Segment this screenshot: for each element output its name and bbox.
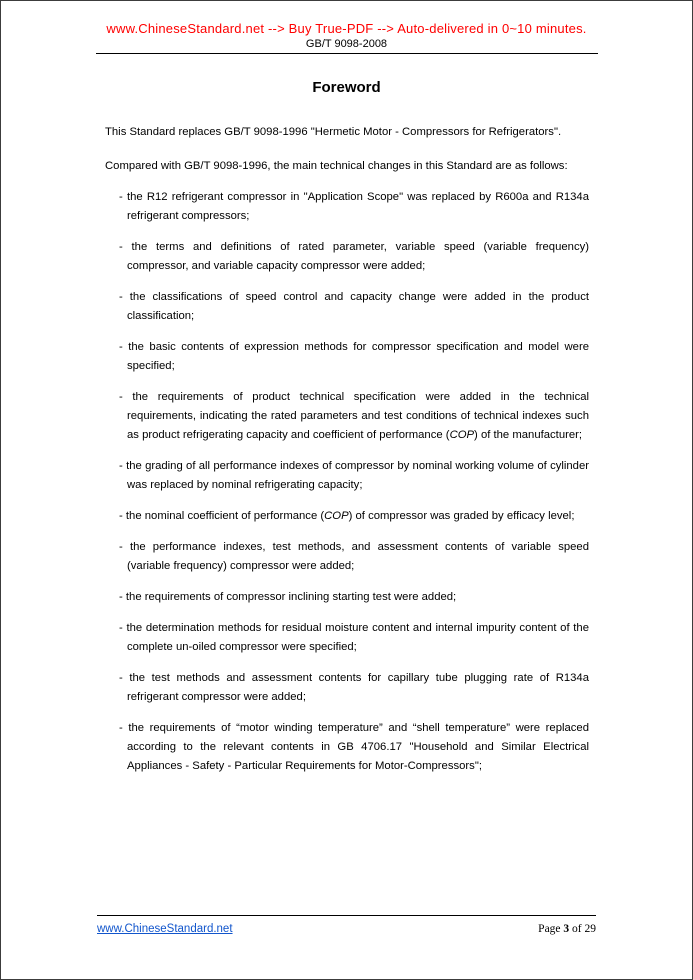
list-item: - the determination methods for residual moisture content and internal impurity content of the complete un-oiled compressor were specified; — [105, 619, 589, 657]
page-indicator-total: 29 — [584, 923, 596, 935]
page-footer — [97, 915, 596, 935]
paragraph-compared: Compared with GB/T 9098-1996, the main technical changes in this Standard are as follows: — [105, 160, 568, 172]
promo-banner-link[interactable]: www.ChineseStandard.net --> Buy True-PDF --> Auto-delivered in 0~10 minutes. — [106, 21, 587, 36]
list-item: - the requirements of compressor inclining starting test were added; — [105, 588, 589, 607]
list-item: - the classifications of speed control and capacity change were added in the product classification; — [105, 288, 589, 326]
list-item: - the requirements of “motor winding temperature” and “shell temperature” were replaced according to the relevant contents in GB 4706.17 "Household and Similar Electrical Appliances - Safety - Particular Requirements for Motor-Compressors"; — [105, 719, 589, 776]
paragraph-replaces: This Standard replaces GB/T 9098-1996 "Hermetic Motor - Compressors for Refrigerators". — [105, 126, 562, 138]
document-number: GB/T 9098-2008 — [305, 38, 388, 50]
list-item: - the basic contents of expression methods for compressor specification and model were specified; — [105, 338, 589, 376]
footer-site-link[interactable]: www.ChineseStandard.net — [97, 923, 233, 935]
list-item: - the R12 refrigerant compressor in "Application Scope" was replaced by R600a and R134a refrigerant compressors; — [105, 188, 589, 226]
page-indicator-number: 3 — [563, 923, 570, 935]
list-item: - the performance indexes, test methods, and assessment contents of variable speed (variable frequency) compressor were added; — [105, 538, 589, 576]
list-item: - the terms and definitions of rated parameter, variable speed (variable frequency) compressor, and variable capacity compressor were added; — [105, 238, 589, 276]
list-item: - the test methods and assessment contents for capillary tube plugging rate of R134a refrigerant compressor were added; — [105, 669, 589, 707]
page-indicator-prefix: Page — [538, 923, 564, 935]
list-item: - the nominal coefficient of performance (COP) of compressor was graded by efficacy level; — [105, 507, 589, 526]
page-indicator — [538, 923, 596, 935]
header-divider — [96, 53, 598, 54]
list-item: - the grading of all performance indexes of compressor by nominal working volume of cylinder was replaced by nominal refrigerating capacity; — [105, 457, 589, 495]
page-title: Foreword — [312, 79, 381, 96]
page-indicator-of: of — [569, 923, 585, 935]
list-item: - the requirements of product technical specification were added in the technical requirements, indicating the rated parameters and test conditions of technical indexes such as product refrigerating capacity and coefficient of performance (COP) of the manufacturer; — [105, 388, 589, 445]
document-body — [1, 123, 692, 776]
